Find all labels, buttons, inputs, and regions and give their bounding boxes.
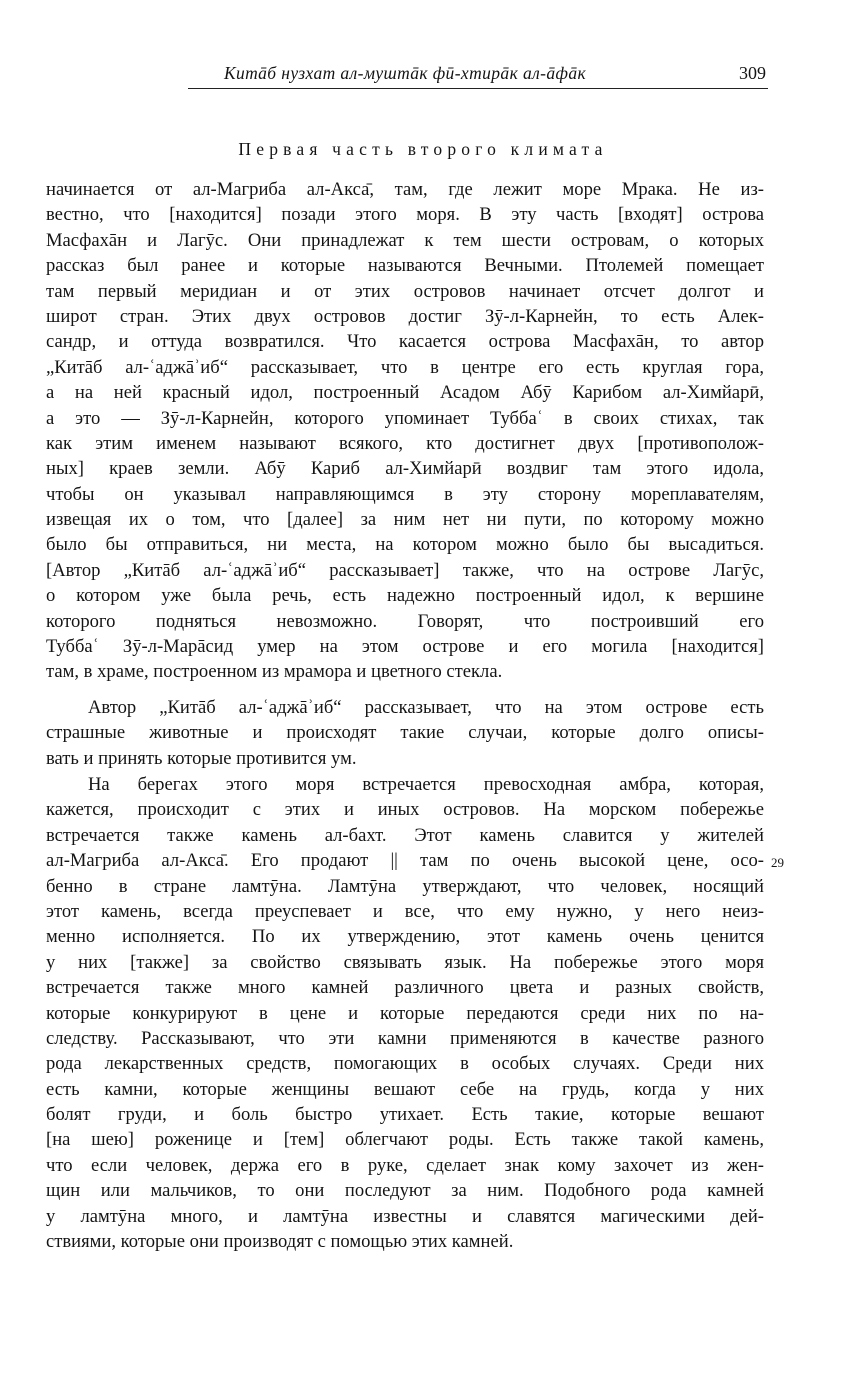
text-line: этот камень, всегда преуспевает и все, что ему нужно, у него неиз- [46, 900, 764, 922]
text-line: „Китāб ал-ʿаджāʾиб“ рассказывает, что в центре его есть круглая гора, [46, 356, 764, 378]
text-line: а это — Зӯ-л-Карнейн, которого упоминает Туббаʿ в своих стихах, так [46, 407, 764, 429]
text-line: извещая их о том, что [далее] за ним нет ни пути, по которому можно [46, 509, 764, 531]
text-line: ствиями, которые они производят с помощью этих камней. [46, 1231, 514, 1253]
text-line: следству. Рассказывают, что эти камни применяются в качестве разного [46, 1027, 764, 1049]
text-line: там, в храме, построенном из мрамора и цветного стекла. [46, 661, 503, 683]
text-line: кажется, происходит с этих и иных островов. На морском побережье [46, 799, 764, 821]
text-line: болят груди, и боль быстро утихает. Есть такие, которые вешают [46, 1104, 764, 1126]
paragraph-2 [46, 695, 764, 771]
text-line: бенно в стране ламтӯна. Ламтӯна утверждают, что человек, носящий [46, 875, 764, 897]
text-line: [на шею] роженице и [тем] облегчают роды. Есть также такой камень, [46, 1129, 764, 1151]
text-line: встречается также много камней различного цвета и разных свойств, [46, 977, 764, 999]
text-line: о котором уже была речь, есть надежно построенный идол, к вершине [46, 585, 764, 607]
text-line: Туббаʿ Зӯ-л-Марāсид умер на этом острове и его могила [находится] [46, 636, 764, 658]
text-line: которые конкурируют в цене и которые передаются среди них по на- [46, 1002, 764, 1024]
text-line: широт стран. Этих двух островов достиг Зӯ-л-Карнейн, то есть Алек- [46, 305, 764, 327]
text-line: есть камни, которые женщины вешают себе на грудь, когда у них [46, 1078, 764, 1100]
text-line: ных] краев земли. Абӯ Кариб ал-Химйарӣ воздвиг там этого идола, [46, 458, 764, 480]
text-line: сандр, и оттуда возвратился. Что касается острова Масфахāн, то автор [46, 331, 764, 353]
text-line: было бы отправиться, ни места, на котором можно было бы высадиться. [46, 534, 764, 556]
text-line: вестно, что [находится] позади этого моря. В эту часть [входят] острова [46, 204, 764, 226]
paragraph-3 [46, 772, 764, 1254]
text-line: у ламтӯна много, и ламтӯна известны и славятся магическими дей- [46, 1205, 764, 1227]
text-line: а на ней красный идол, построенный Асадом Абӯ Карибом ал-Химйарӣ, [46, 382, 764, 404]
text-line: рода лекарственных средств, помогающих в особых случаях. Среди них [46, 1053, 764, 1075]
section-heading: Первая часть второго климата [238, 139, 608, 159]
text-line: На берегах этого моря встречается превосходная амбра, которая, [88, 774, 764, 795]
text-line: Автор „Китāб ал-ʿаджāʾиб“ рассказывает, что на этом острове есть [88, 697, 764, 718]
text-line: щин или мальчиков, то они последуют за ним. Подобного рода камней [46, 1180, 764, 1202]
running-head [190, 62, 766, 84]
text-line: менно исполняется. По их утверждению, этот камень очень ценится [46, 926, 764, 948]
text-line: чтобы он указывал направляющимся в эту сторону мореплавателям, [46, 483, 764, 505]
text-line: [Автор „Китāб ал-ʿаджāʾиб“ рассказывает] также, что на острове Лагӯс, [46, 559, 764, 581]
text-line: рассказ был ранее и которые называются Вечными. Птолемей помещает [46, 255, 764, 277]
text-line: там первый меридиан и от этих островов начинает отсчет долгот и [46, 280, 764, 302]
margin-folio-number: 29 [771, 855, 784, 870]
text-line: вать и принять которые противится ум. [46, 747, 357, 769]
text-line: что если человек, держа его в руке, сделает знак кому захочет из жен- [46, 1154, 764, 1176]
text-line: ал-Магриба ал-Акса̄. Его продают || там по очень высокой цене, осо- [46, 850, 764, 872]
page-number: 309 [739, 63, 766, 83]
running-title: Китāб нузхат ал-муштāк фӣ-хтирāк ал-āфāк [223, 63, 587, 83]
text-line: начинается от ал-Магриба ал-Акса̄, там, где лежит море Мрака. Не из- [46, 179, 764, 200]
text-line: страшные животные и происходят такие случаи, которые долго описы- [46, 722, 764, 744]
text-line: которого подняться невозможно. Говорят, что построивший его [46, 610, 764, 632]
text-line: у них [также] за свойство связывать язык. На побережье этого моря [46, 951, 764, 973]
text-line: Масфахāн и Лагӯс. Они принадлежат к тем шести островам, о которых [46, 229, 764, 251]
header-rule [188, 88, 768, 89]
text-line: как этим именем называют всякого, кто достигнет двух [противополож- [46, 432, 764, 454]
paragraph-1 [46, 177, 764, 685]
text-line: встречается также камень ал-бахт. Этот камень славится у жителей [46, 824, 764, 846]
